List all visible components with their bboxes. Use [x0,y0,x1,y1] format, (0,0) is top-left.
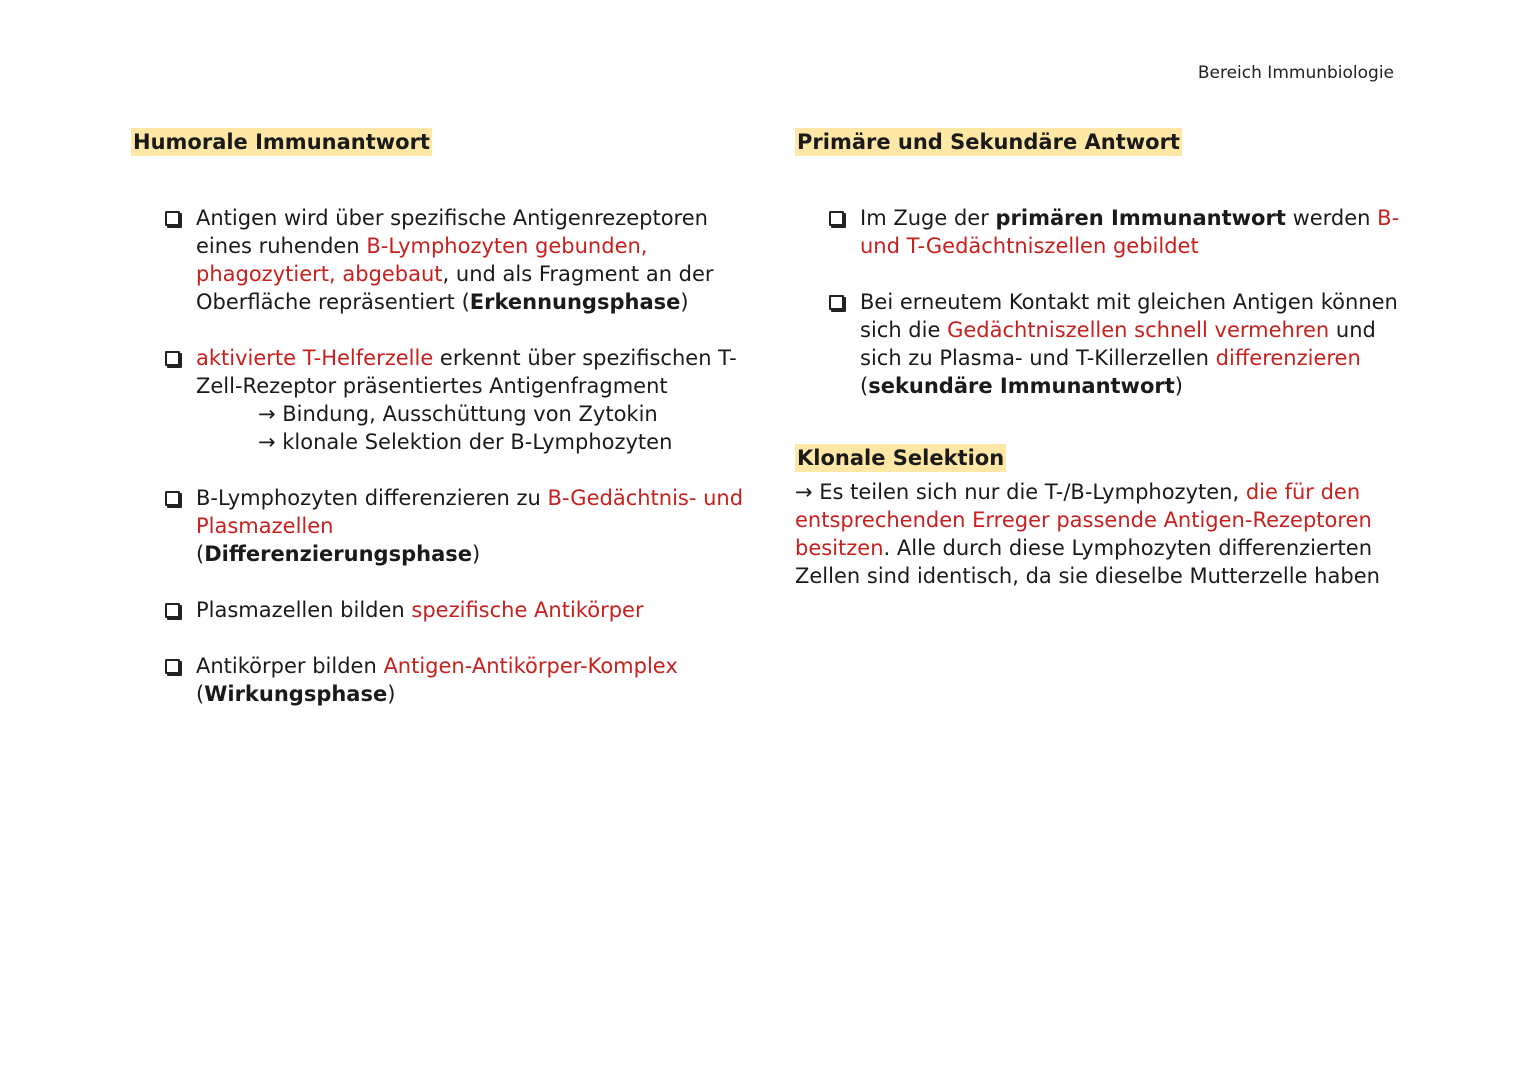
checkbox-bullet-icon [829,211,844,226]
heading-humorale-immunantwort: Humorale Immunantwort [133,130,430,154]
list-item: Plasmazellen bilden spezifische Antikörper [165,596,751,624]
list-item: B-Lymphozyten differenzieren zu B-Gedächtnis- und Plasmazellen (Differenzierungsphase) [165,484,751,568]
list-item: Bei erneutem Kontakt mit gleichen Antigen können sich die Gedächtniszellen schnell vermehren und sich zu Plasma- und T-Killerzellen differenzieren (sekundäre Immunantwort) [829,288,1415,400]
checkbox-bullet-icon [165,491,180,506]
checkbox-bullet-icon [829,295,844,310]
heading-klonale-selektion: Klonale Selektion [797,446,1005,470]
list-item: aktivierte T-Helferzelle erkennt über spezifischen T-Zell-Rezeptor präsentiertes Antigenfragment → Bindung, Ausschüttung von Zytokin → klonale Selektion der B-Lymphozyten [165,344,751,456]
checkbox-bullet-icon [165,211,180,226]
heading-primaere-sekundaere-antwort: Primäre und Sekundäre Antwort [797,130,1180,154]
arrow-line: → Bindung, Ausschüttung von Zytokin [258,402,658,426]
header-label: Bereich Immunbiologie [1197,63,1394,83]
antwort-list [795,204,1415,400]
checkbox-bullet-icon [165,659,180,674]
left-column [131,128,751,736]
arrow-line: → klonale Selektion der B-Lymphozyten [258,430,673,454]
humoral-list [131,204,751,708]
checkbox-bullet-icon [165,603,180,618]
checkbox-bullet-icon [165,351,180,366]
list-item: Antigen wird über spezifische Antigenrezeptoren eines ruhenden B-Lymphozyten gebunden, phagozytiert, abgebaut, und als Fragment an der Oberfläche repräsentiert (Erkennungsphase) [165,204,751,316]
right-column [795,128,1415,590]
list-item: Antikörper bilden Antigen-Antikörper-Komplex (Wirkungsphase) [165,652,751,708]
klonale-selektion-section [795,444,1415,590]
klonale-selektion-text: → Es teilen sich nur die T-/B-Lymphozyten, die für den entsprechenden Erreger passende Antigen-Rezeptoren besitzen. Alle durch diese Lymphozyten differenzierten Zellen sind identisch, da sie dieselbe Mutterzelle haben [795,480,1380,588]
list-item: Im Zuge der primären Immunantwort werden B- und T-Gedächtniszellen gebildet [829,204,1415,260]
